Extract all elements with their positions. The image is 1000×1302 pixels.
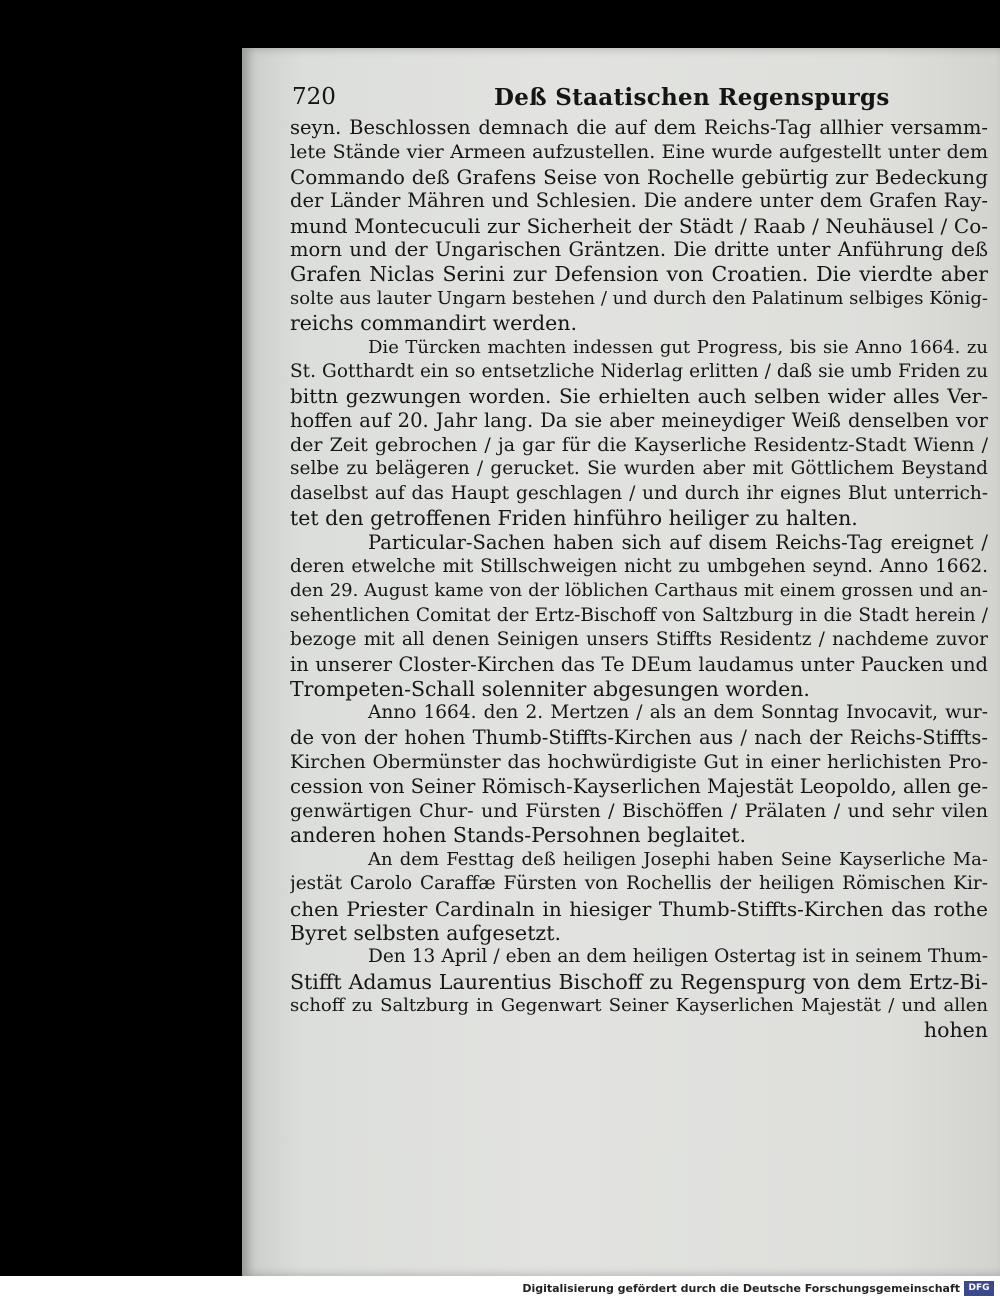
text-line: bittn gezwungen worden. Sie erhielten auch selben wider alles Ver- xyxy=(290,384,988,409)
text-line: Anno 1664. den 2. Mertzen / als an dem Sonntag Invocavit, wur- xyxy=(368,702,988,724)
text-line: chen Priester Cardinaln in hiesiger Thumb-Stiffts-Kirchen das rothe xyxy=(290,896,988,921)
text-line: der Zeit gebrochen / ja gar für die Kayserliche Residentz-Stadt Wienn / xyxy=(290,434,988,457)
text-line: deren etwelche mit Stillschweigen nicht zu umbgehen seynd. Anno 1662. xyxy=(290,556,988,578)
page-header xyxy=(290,84,990,114)
text-line: An dem Festtag deß heiligen Josephi haben Seine Kayserliche Ma- xyxy=(368,848,988,870)
catchword: hohen xyxy=(923,1018,988,1043)
dfg-logo-icon: DFG xyxy=(964,1281,994,1296)
text-line: Grafen Niclas Serini zur Defension von Croatien. Die vierdte aber xyxy=(290,262,988,287)
text-line: sehentlichen Comitat der Ertz-Bischoff von Saltzburg in die Stadt herein / xyxy=(290,604,988,626)
text-line: Die Türcken machten indessen gut Progress, bis sie Anno 1664. zu xyxy=(368,336,988,358)
text-line: Kirchen Obermünster das hochwürdigiste Gut in einer herlichisten Pro- xyxy=(290,751,988,774)
text-line: St. Gotthardt ein so entsetzliche Niderlag erlitten / daß sie umb Friden zu xyxy=(290,360,988,382)
page-number: 720 xyxy=(292,84,336,110)
text-line: daselbst auf das Haupt geschlagen / und durch ihr eignes Blut unterrich- xyxy=(290,482,988,504)
text-line: den 29. August kame von der löblichen Carthaus mit einem grossen und an- xyxy=(290,580,988,602)
text-line: Particular-Sachen haben sich auf disem Reichs-Tag ereignet / xyxy=(368,530,988,554)
text-line: mund Montecuculi zur Sicherheit der Städt / Raab / Neuhäusel / Co- xyxy=(290,213,988,238)
text-line: der Länder Mähren und Schlesien. Die andere unter dem Grafen Ray- xyxy=(290,189,988,213)
text-line: tet den getroffenen Friden hinführo heiliger zu halten. xyxy=(290,506,858,531)
text-line: anderen hohen Stands-Persohnen beglaitet. xyxy=(290,823,746,848)
text-line: Stifft Adamus Laurentius Bischoff zu Regenspurg von dem Ertz-Bi- xyxy=(290,969,988,994)
text-line: cession von Seiner Römisch-Kayserlichen Majestät Leopoldo, allen ge- xyxy=(290,774,988,798)
text-line: Commando deß Grafens Seise von Rochelle gebürtig zur Bedeckung xyxy=(290,164,988,189)
text-line: jestät Carolo Caraffæ Fürsten von Rochellis der heiligen Römischen Kir- xyxy=(290,873,988,895)
running-title: Deß Staatischen Regenspurgs xyxy=(494,84,890,111)
text-line: Byret selbsten aufgesetzt. xyxy=(290,920,561,945)
footer-credit: Digitalisierung gefördert durch die Deutsche Forschungsgemeinschaft xyxy=(522,1282,960,1295)
text-line: seyn. Beschlossen demnach die auf dem Reichs-Tag allhier versamm- xyxy=(290,116,988,139)
footer-bar xyxy=(0,1276,1000,1302)
text-line: bezoge mit all denen Seinigen unsers Stiffts Residentz / nachdeme zuvor xyxy=(290,629,988,651)
body-text xyxy=(290,116,988,1043)
text-line: lete Stände vier Armeen aufzustellen. Eine wurde aufgestellt unter dem xyxy=(290,141,988,164)
text-line: solte aus lauter Ungarn bestehen / und durch den Palatinum selbiges König- xyxy=(290,287,988,309)
text-line: morn und der Ungarischen Gräntzen. Die dritte unter Anführung deß xyxy=(290,237,988,261)
text-line: Den 13 April / eben an dem heiligen Ostertag ist in seinem Thum- xyxy=(368,946,988,968)
text-line: Trompeten-Schall solenniter abgesungen worden. xyxy=(290,676,810,701)
text-line: schoff zu Saltzburg in Gegenwart Seiner Kayserlichen Majestät / und allen xyxy=(290,995,988,1017)
text-line: de von der hohen Thumb-Stiffts-Kirchen aus / nach der Reichs-Stiffts- xyxy=(290,725,988,749)
text-line: in unserer Closter-Kirchen das Te DEum laudamus unter Paucken und xyxy=(290,652,988,676)
text-line: hoffen auf 20. Jahr lang. Da sie aber meineydiger Weiß denselben vor xyxy=(290,408,988,432)
text-line: reichs commandirt werden. xyxy=(290,311,578,336)
text-line: selbe zu belägeren / gerucket. Sie wurden aber mit Göttlichem Beystand xyxy=(290,458,988,480)
text-line: genwärtigen Chur- und Fürsten / Bischöffen / Prälaten / und sehr vilen xyxy=(290,799,988,822)
